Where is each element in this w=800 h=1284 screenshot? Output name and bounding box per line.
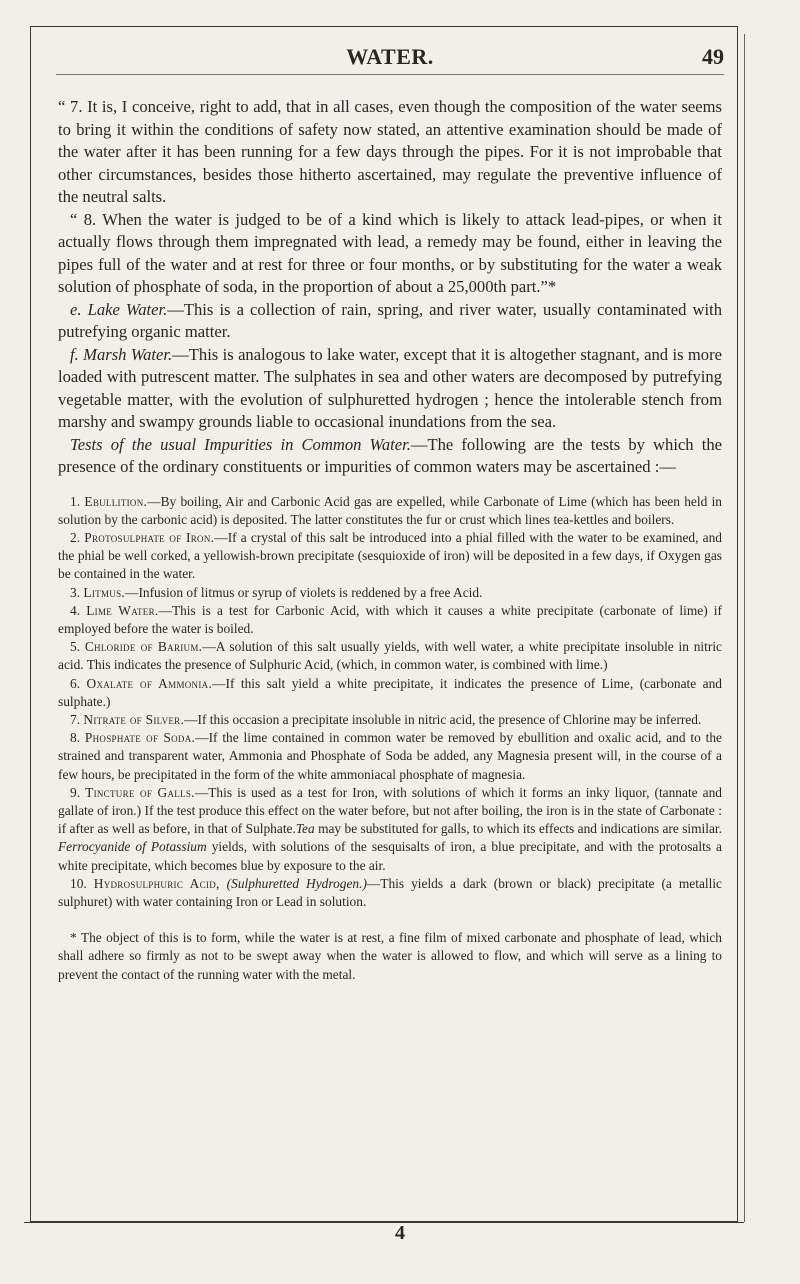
header-rule <box>56 74 724 75</box>
test-name: Ebullition. <box>84 493 148 509</box>
tests-intro-text: —The following are the tests by which the presence of the ordinary constituents or impurities of common waters may be ascertained :— <box>58 434 722 476</box>
test-name-parenthetical: (Sulphuretted Hydrogen.) <box>219 875 367 891</box>
signature-mark: 4 <box>395 1222 405 1244</box>
footnote <box>58 929 722 984</box>
running-title: WATER. <box>346 44 434 69</box>
test-item: 9. Tincture of Galls.—This is used as a test for Iron, with solutions of which it forms an inky liquor, (tannate and gallate of iron.) If the test produce this effect on the water before, but not after boiling, the iron is in the state of Carbonate : if after as well as before, in that of Sulphate.Tea may be substituted for galls, to which its effects and indications are similar. Ferrocyanide of Potassium yields, with solutions of the sesquisalts of iron, a blue precipitate, and with the protosalts a white precipitate, which becomes blue by exposure to the air. <box>58 784 722 873</box>
test-name: Lime Water. <box>86 602 159 618</box>
test-item: 4. Lime Water.—This is a test for Carbonic Acid, with which it causes a white precipitate (carbonate of lime) if employed before the water is boiled. <box>58 602 722 636</box>
test-item: 5. Chloride of Barium.—A solution of this salt usually yields, with well water, a white precipitate insoluble in nitric acid. This indicates the presence of Sulphuric Acid, (which, in common water, is combined with lime.) <box>58 639 722 673</box>
lake-water-paragraph <box>58 299 722 344</box>
test-item: 2. Protosulphate of Iron.—If a crystal of this salt be introduced into a phial filled with the water to be examined, and the phial be well corked, a yellowish-brown precipitate (sesquioxide of iron) will be deposited in a few days, if Oxygen gas be contained in the water. <box>58 529 722 582</box>
paragraph-7: “ 7. It is, I conceive, right to add, that in all cases, even though the composition of the water seems to bring it within the conditions of safety now stated, an attentive examination should be made of the water after it has been running for a few days through the pipes. For it is not improbable that other circumstances, besides those hitherto ascertained, may regulate the preventive influence of the neutral salts. <box>58 97 722 206</box>
tests-intro-paragraph <box>58 434 722 479</box>
page-edge-line <box>744 34 745 1222</box>
test-item: 3. Litmus.—Infusion of litmus or syrup of violets is reddened by a free Acid. <box>70 584 483 600</box>
test-name: Phosphate of Soda. <box>84 730 196 746</box>
test-name: Hydrosulphuric Acid, <box>93 875 220 891</box>
tests-heading: Tests of the usual Impurities in Common Water. <box>70 434 411 454</box>
test-name: Tincture of Galls. <box>85 784 195 800</box>
page-header <box>56 44 724 80</box>
paragraph-8: “ 8. When the water is judged to be of a kind which is likely to attack lead-pipes, or when it actually flows through them impregnated with lead, a remedy may be found, either in leaving the pipes full of the water and at rest for three or four months, or by substituting for the water a weak solution of phosphate of soda, in the proportion of about a 25,000th part.”* <box>58 209 722 296</box>
page-number: 49 <box>702 44 724 69</box>
marsh-water-paragraph <box>58 344 722 434</box>
test-item: 10. Hydrosulphuric Acid, (Sulphuretted Hydrogen.)—This yields a dark (brown or black) precipitate (a metallic sulphuret) with water containing Iron or Lead in solution. <box>58 875 722 909</box>
test-name: Oxalate of Ammonia. <box>86 675 213 691</box>
test-item: 6. Oxalate of Ammonia.—If this salt yield a white precipitate, it indicates the presence of Lime, (carbonate and sulphate.) <box>58 675 722 709</box>
test-item: 1. Ebullition.—By boiling, Air and Carbonic Acid gas are expelled, while Carbonate of Lime (which has been held in solution by the carbonic acid) is deposited. The latter constitutes the fur or crust which lines tea-kettles and boilers. <box>58 493 722 527</box>
tea-term: Tea <box>295 821 315 837</box>
lake-water-text: —This is a collection of rain, spring, and river water, usually contaminated with putrefying organic matter. <box>58 299 722 341</box>
page-body <box>58 96 722 984</box>
test-name: Nitrate of Silver. <box>83 711 185 727</box>
lake-water-heading: e. Lake Water. <box>70 299 168 319</box>
test-name: Litmus. <box>83 584 126 600</box>
marsh-water-text: —This is analogous to lake water, except that it is altogether stagnant, and is more loaded with putrescent matter. The sulphates in sea and other waters are decomposed by putrefying vegetable matter, with the evolution of sulphuretted hydrogen ; hence the intolerable stench from marshy and swampy grounds liable to occasional inundations from the sea. <box>58 344 722 431</box>
footnote-text: * The object of this is to form, while the water is at rest, a fine film of mixed carbonate and phosphate of lead, which shall adhere so firmly as not to be swept away when the water is allowed to flow, and which will serve as a lining to prevent the contact of the running water with the metal. <box>58 930 722 982</box>
test-name: Protosulphate of Iron. <box>84 529 215 545</box>
test-name: Chloride of Barium. <box>84 639 203 655</box>
ferrocyanide-term: Ferrocyanide of Potassium <box>58 839 207 855</box>
tests-list <box>58 493 722 912</box>
test-item: 8. Phosphate of Soda.—If the lime contained in common water be removed by ebullition and oxalic acid, and to the strained and transparent water, Ammonia and Phosphate of Soda be added, any Magnesia present will, in the course of a few hours, be precipitated in the form of the white ammoniacal phosphate of magnesia. <box>58 730 722 782</box>
marsh-water-heading: f. Marsh Water. <box>70 344 173 364</box>
test-item: 7. Nitrate of Silver.—If this occasion a precipitate insoluble in nitric acid, the presence of Chlorine may be inferred. <box>70 711 702 727</box>
